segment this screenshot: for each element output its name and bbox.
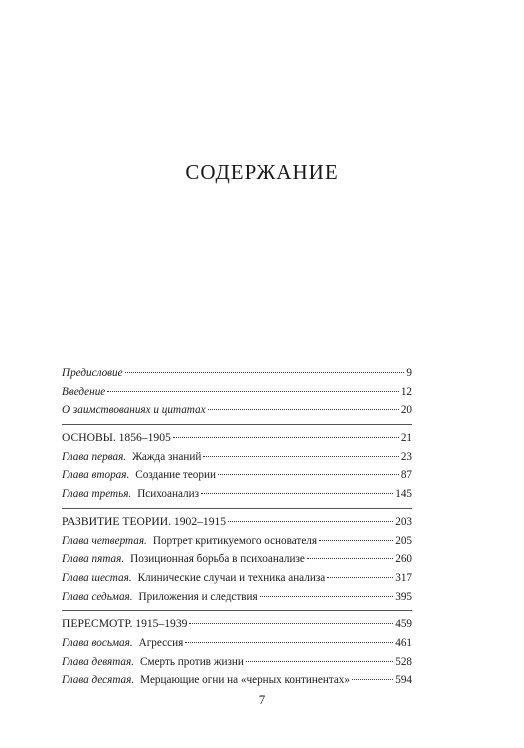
toc-page-number: 395 [395, 590, 412, 603]
toc-part-heading[interactable] [62, 513, 412, 532]
dot-leader [208, 409, 399, 410]
chapter-prefix: Глава пятая. [62, 553, 125, 566]
dot-leader [173, 437, 399, 438]
chapter-title: Клинические случаи и техника анализа [137, 571, 326, 584]
dot-leader [327, 577, 393, 578]
chapter-prefix: Глава десятая. [62, 674, 135, 687]
toc-page-number: 12 [400, 385, 412, 398]
chapter-prefix: Глава шестая. [62, 571, 132, 584]
dot-leader [352, 679, 393, 680]
toc-part-3 [62, 610, 412, 690]
dot-leader [228, 521, 393, 522]
dot-leader [185, 642, 393, 643]
toc-page-number: 594 [395, 674, 412, 687]
toc-part-heading[interactable] [62, 615, 412, 634]
toc-chapter-10[interactable] [62, 671, 412, 690]
toc-page-number: 87 [400, 469, 412, 482]
chapter-title: Мерцающие огни на «черных континентах» [140, 674, 350, 687]
toc-page-number: 203 [395, 515, 412, 528]
toc-page-number: 205 [395, 534, 412, 547]
toc-chapter-1[interactable] [62, 448, 412, 467]
chapter-prefix: Глава восьмая. [62, 636, 133, 649]
dot-leader [201, 493, 393, 494]
toc-page-number: 317 [395, 571, 412, 584]
chapter-title: Портрет критикуемого основателя [152, 534, 318, 547]
table-of-contents [62, 364, 412, 690]
chapter-title: Агрессия [138, 636, 184, 649]
toc-entry-citations[interactable] [62, 401, 412, 420]
toc-chapter-6[interactable] [62, 569, 412, 588]
toc-entry-title: Предисловие [62, 367, 123, 379]
toc-page-number: 528 [395, 655, 412, 668]
toc-chapter-8[interactable] [62, 634, 412, 653]
toc-page-number: 145 [395, 488, 412, 501]
toc-chapter-7[interactable] [62, 588, 412, 607]
toc-page-number: 21 [400, 432, 412, 445]
dot-leader [260, 596, 394, 597]
toc-chapter-9[interactable] [62, 653, 412, 672]
chapter-title: Создание теории [135, 469, 216, 482]
chapter-prefix: Глава четвертая. [62, 534, 147, 547]
toc-front-matter [62, 364, 412, 420]
toc-entry-preface[interactable] [62, 364, 412, 383]
chapter-prefix: Глава девятая. [62, 655, 135, 668]
toc-part-heading[interactable] [62, 429, 412, 448]
chapter-prefix: Глава третья. [62, 488, 132, 501]
part-title: РАЗВИТИЕ ТЕОРИИ. 1902–1915 [62, 514, 227, 528]
chapter-title: Приложения и следствия [138, 590, 258, 603]
chapter-title: Смерть против жизни [140, 655, 244, 668]
dot-leader [203, 456, 399, 457]
part-title: ПЕРЕСМОТР. 1915–1939 [62, 617, 188, 631]
toc-entry-title: О заимствованиях и цитатах [62, 404, 206, 417]
toc-part-2 [62, 508, 412, 606]
toc-page-number: 459 [395, 618, 412, 631]
toc-entry-introduction[interactable] [62, 383, 412, 402]
chapter-title: Позиционная борьба в психоанализе [130, 553, 305, 566]
dot-leader [125, 372, 405, 373]
toc-chapter-5[interactable] [62, 550, 412, 569]
toc-page-number: 20 [400, 404, 412, 417]
dot-leader [218, 474, 399, 475]
chapter-title: Жажда знаний [132, 450, 202, 463]
page-number: 7 [258, 692, 266, 707]
page-title: СОДЕРЖАНИЕ [185, 160, 339, 184]
toc-part-1 [62, 424, 412, 504]
part-title: ОСНОВЫ. 1856–1905 [62, 431, 171, 445]
dot-leader [246, 661, 393, 662]
toc-chapter-2[interactable] [62, 466, 412, 485]
toc-entry-title: Введение [62, 385, 106, 398]
toc-page-number: 461 [395, 636, 412, 649]
toc-chapter-3[interactable] [62, 485, 412, 504]
dot-leader [307, 558, 393, 559]
toc-page-number: 9 [406, 367, 412, 379]
toc-chapter-4[interactable] [62, 532, 412, 551]
dot-leader [189, 623, 393, 624]
toc-page-number: 260 [395, 553, 412, 566]
chapter-prefix: Глава первая. [62, 450, 127, 463]
toc-page-number: 23 [400, 450, 412, 463]
chapter-prefix: Глава седьмая. [62, 590, 133, 603]
chapter-title: Психоанализ [137, 488, 200, 501]
chapter-prefix: Глава вторая. [62, 469, 130, 482]
dot-leader [319, 540, 393, 541]
dot-leader [107, 391, 399, 392]
